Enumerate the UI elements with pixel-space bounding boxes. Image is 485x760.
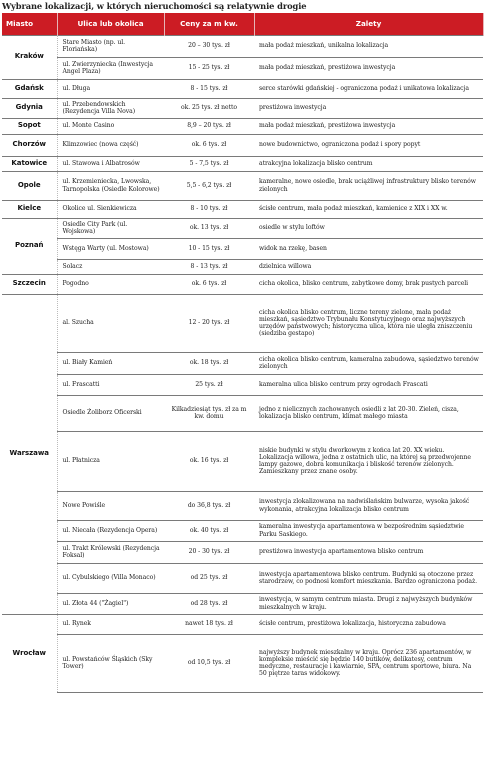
price-cell: 5 - 7,5 tys. zł: [164, 156, 254, 171]
table-row: [2, 98, 483, 118]
street-cell: Solacz: [57, 259, 164, 274]
table-header-row: [2, 13, 483, 35]
street-cell: ul. Cybulskiego (Villa Monaco): [57, 563, 164, 593]
price-cell: ok. 25 tys. zł netto: [164, 98, 254, 118]
price-cell: od 28 tys. zł: [164, 593, 254, 614]
street-cell: ul. Długa: [57, 79, 164, 98]
pros-cell: inwestycja zlokalizowana na nadwiślańskim bulwarze, wysoka jakość wykonania, atrakcyjna lokalizacja blisko centrum: [254, 491, 483, 520]
table-row: [2, 395, 483, 431]
street-cell: ul. Stawowa i Albatrosów: [57, 156, 164, 171]
table-row: [2, 35, 483, 57]
price-cell: od 10,5 tys. zł: [164, 634, 254, 692]
pros-cell: nowe budownictwo, ograniczona podaż i spory popyt: [254, 134, 483, 156]
pros-cell: niskie budynki w stylu dworkowym z końca lat 20. XX wieku. Lokalizacja willowa, jedna z ostatnich ulic, na której są przedwojenne lampy gazowe, dobra komunikacja i bliskość terenów zielonych. Zamieszkany przez znane osoby.: [254, 431, 483, 491]
city-cell: Sopot: [2, 118, 57, 134]
price-cell: Kilkadziesiąt tys. zł za m kw. domu: [164, 395, 254, 431]
street-cell: ul. Rynek: [57, 614, 164, 634]
price-cell: ok. 16 tys. zł: [164, 431, 254, 491]
table-row: [2, 294, 483, 352]
pros-cell: mała podaż mieszkań, unikalna lokalizacja: [254, 35, 483, 57]
pros-cell: ścisłe centrum, prestiżowa lokalizacja, historyczna zabudowa: [254, 614, 483, 634]
table-row: [2, 491, 483, 520]
price-cell: 15 - 25 tys. zł: [164, 57, 254, 79]
street-cell: Wstęga Warty (ul. Mostowa): [57, 238, 164, 259]
table-row: [2, 134, 483, 156]
pros-cell: mała podaż mieszkań, prestiżowa inwestycja: [254, 118, 483, 134]
table-row: [2, 634, 483, 692]
street-cell: ul. Złota 44 ("Żagiel"): [57, 593, 164, 614]
table-row: [2, 171, 483, 200]
price-cell: 5,5 - 6,2 tys. zł: [164, 171, 254, 200]
pros-cell: serce starówki gdańskiej - ograniczona podaż i unikatowa lokalizacja: [254, 79, 483, 98]
street-cell: ul. Płatnicza: [57, 431, 164, 491]
street-cell: ul. Niecała (Rezydencja Opera): [57, 520, 164, 541]
pros-cell: cicha okolica blisko centrum, kameralna zabudowa, sąsiedztwo terenów zielonych: [254, 352, 483, 374]
pros-cell: mała podaż mieszkań, prestiżowa inwestycja: [254, 57, 483, 79]
price-cell: od 25 tys. zł: [164, 563, 254, 593]
pros-cell: inwestycja, w samym centrum miasta. Drugi z najwyższych budynków mieszkalnych w kraju.: [254, 593, 483, 614]
table-row: [2, 520, 483, 541]
street-cell: Nowe Powiśle: [57, 491, 164, 520]
street-cell: ul. Frascatti: [57, 374, 164, 395]
street-cell: ul. Trakt Królewski (Rezydencja Foksal): [57, 541, 164, 563]
table-row: [2, 79, 483, 98]
city-cell: Gdynia: [2, 98, 57, 118]
table-row: [2, 238, 483, 259]
price-cell: 8 - 15 tys. zł: [164, 79, 254, 98]
table-row: [2, 593, 483, 614]
city-cell: Opole: [2, 171, 57, 200]
street-cell: ul. Zwierzyniecka (Inwestycja Angel Plaza): [57, 57, 164, 79]
pros-cell: kameralne, nowe osiedle, brak uciążliwej infrastruktury blisko terenów zielonych: [254, 171, 483, 200]
pros-cell: jedno z nielicznych zachowanych osiedli z lat 20-30. Zieleń, cisza, lokalizacja blisko centrum, klimat małego miasta: [254, 395, 483, 431]
price-cell: nawet 18 tys. zł: [164, 614, 254, 634]
price-cell: ok. 18 tys. zł: [164, 352, 254, 374]
table-body: [2, 35, 483, 692]
price-cell: ok. 40 tys. zł: [164, 520, 254, 541]
street-cell: Stare Miasto (np. ul. Floriańska): [57, 35, 164, 57]
table-row: [2, 218, 483, 238]
price-cell: ok. 13 tys. zł: [164, 218, 254, 238]
table-row: [2, 118, 483, 134]
price-cell: 8,9 – 20 tys. zł: [164, 118, 254, 134]
pros-cell: atrakcyjna lokalizacja blisko centrum: [254, 156, 483, 171]
pros-cell: prestiżowa inwestycja apartamentowa blisko centrum: [254, 541, 483, 563]
city-cell: Chorzów: [2, 134, 57, 156]
price-cell: 8 - 13 tys. zł: [164, 259, 254, 274]
street-cell: ul. Powstańców Śląskich (Sky Tower): [57, 634, 164, 692]
city-cell: Wrocław: [2, 614, 57, 692]
price-cell: 12 - 20 tys. zł: [164, 294, 254, 352]
pros-cell: kameralna inwestycja apartamentowa w bezpośrednim sąsiedztwie Parku Saskiego.: [254, 520, 483, 541]
document-title: Wybrane lokalizacji, w których nieruchomości są relatywnie drogie: [2, 1, 307, 11]
street-cell: ul. Monte Casino: [57, 118, 164, 134]
price-cell: 20 – 30 tys. zł: [164, 35, 254, 57]
street-cell: Osiedle City Park (ul. Wojskowa): [57, 218, 164, 238]
price-cell: 20 - 30 tys. zł: [164, 541, 254, 563]
street-cell: Pogodno: [57, 274, 164, 294]
price-cell: 8 - 10 tys. zł: [164, 200, 254, 218]
street-cell: ul. Biały Kamień: [57, 352, 164, 374]
price-cell: ok. 6 tys. zł: [164, 274, 254, 294]
pros-cell: prestiżowa inwestycja: [254, 98, 483, 118]
pros-cell: cicha okolica blisko centrum, liczne tereny zielone, mała podaż mieszkań, sąsiedztwo Trybunału Konstytucyjnego oraz najwyższych urzędów państwowych; historyczna ulica, która nie uległa zniszczeniu (siedziba gestapo): [254, 294, 483, 352]
city-cell: Kielce: [2, 200, 57, 218]
street-cell: al. Szucha: [57, 294, 164, 352]
pros-cell: dzielnica willowa: [254, 259, 483, 274]
street-cell: Osiedle Żoliborz Oficerski: [57, 395, 164, 431]
pros-cell: widok na rzekę, basen: [254, 238, 483, 259]
pros-cell: najwyższy budynek mieszkalny w kraju. Oprócz 236 apartamentów, w kompleksie mieścić się będzie 140 butików, delikatesy, centrum medyczne, restauracje i kawiarnie, SPA, centrum sportowe, biura. Na 50 piętrze taras widokowy.: [254, 634, 483, 692]
table-row: [2, 563, 483, 593]
table-row: [2, 374, 483, 395]
table-row: [2, 541, 483, 563]
city-cell: Gdańsk: [2, 79, 57, 98]
header-price: Ceny za m kw.: [164, 13, 254, 35]
city-cell: Warszawa: [2, 294, 57, 614]
pros-cell: ścisłe centrum, mała podaż mieszkań, kamienice z XIX i XX w.: [254, 200, 483, 218]
pros-cell: cicha okolica, blisko centrum, zabytkowe domy, brak pustych parceli: [254, 274, 483, 294]
price-table: [2, 13, 484, 693]
header-city: Miasto: [2, 13, 57, 35]
table-row: [2, 200, 483, 218]
pros-cell: osiedle w stylu loftów: [254, 218, 483, 238]
pros-cell: kameralna ulica blisko centrum przy ogrodach Frascati: [254, 374, 483, 395]
table-row: [2, 57, 483, 79]
city-cell: Poznań: [2, 218, 57, 274]
street-cell: Klimzowiec (nowa część): [57, 134, 164, 156]
city-cell: Katowice: [2, 156, 57, 171]
pros-cell: inwestycja apartamentowa blisko centrum. Budynki są otoczone przez starodrzew, co podnosi komfort mieszkania. Bardzo ograniczona podaż.: [254, 563, 483, 593]
table-row: [2, 259, 483, 274]
street-cell: Okolice ul. Sienkiewicza: [57, 200, 164, 218]
city-cell: Kraków: [2, 35, 57, 79]
price-cell: ok. 6 tys. zł: [164, 134, 254, 156]
street-cell: ul. Krzemieniecka, Lwowska, Tarnopolska (Osiedle Kolorowe): [57, 171, 164, 200]
table-row: [2, 431, 483, 491]
table-row: [2, 614, 483, 634]
price-cell: 10 - 15 tys. zł: [164, 238, 254, 259]
price-cell: 25 tys. zł: [164, 374, 254, 395]
street-cell: ul. Przebendowskich (Rezydencja Villa Nova): [57, 98, 164, 118]
city-cell: Szczecin: [2, 274, 57, 294]
header-pros: Zalety: [254, 13, 483, 35]
table-row: [2, 156, 483, 171]
table-row: [2, 352, 483, 374]
table-row: [2, 274, 483, 294]
price-cell: do 36,8 tys. zł: [164, 491, 254, 520]
header-street: Ulica lub okolica: [57, 13, 164, 35]
